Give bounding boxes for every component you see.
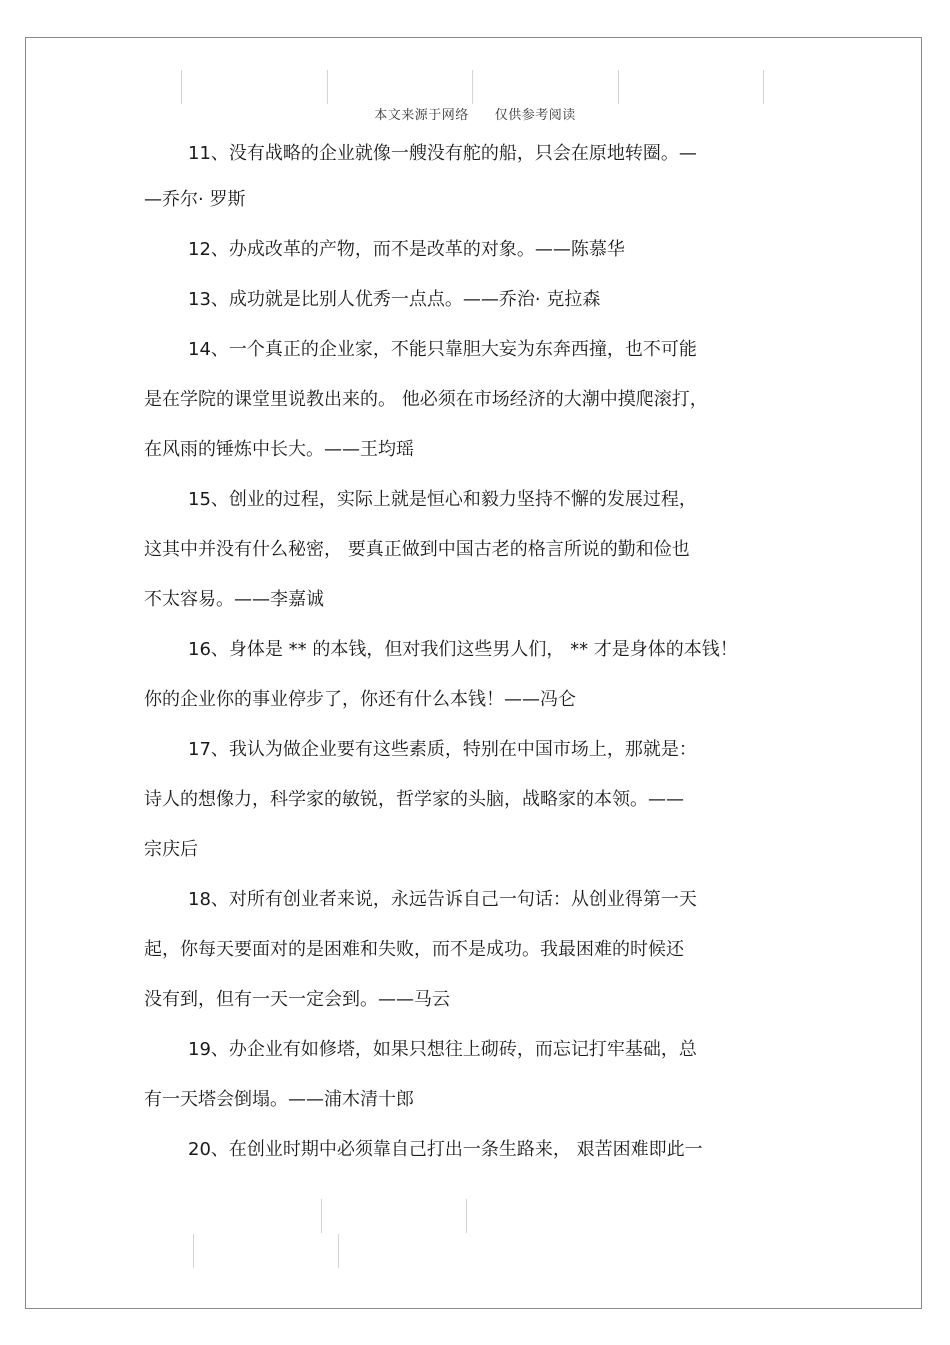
page-header-note bbox=[0, 104, 950, 123]
text-line: 19、办企业有如修塔，如果只想往上砌砖，而忘记打牢基础，总 bbox=[188, 1039, 697, 1060]
footer-tick bbox=[338, 1234, 339, 1268]
text-line: 没有到，但有一天一定会到。——马云 bbox=[144, 989, 450, 1010]
text-line: 20、在创业时期中必须靠自己打出一条生路来， 艰苦困难即此一 bbox=[188, 1139, 703, 1160]
header-tick bbox=[472, 70, 473, 104]
text-line: 你的企业你的事业停步了，你还有什么本钱！——冯仑 bbox=[144, 689, 576, 710]
header-tick bbox=[618, 70, 619, 104]
text-line: 宗庆后 bbox=[144, 839, 198, 860]
text-line: 这其中并没有什么秘密， 要真正做到中国古老的格言所说的勤和俭也 bbox=[144, 539, 690, 560]
text-line: 16、身体是 ** 的本钱，但对我们这些男人们， ** 才是身体的本钱！ bbox=[188, 639, 738, 660]
text-line: 12、办成改革的产物，而不是改革的对象。——陈慕华 bbox=[188, 239, 625, 260]
page-frame bbox=[25, 37, 922, 1309]
text-line: 是在学院的课堂里说教出来的。 他必须在市场经济的大潮中摸爬滚打， bbox=[144, 389, 708, 410]
text-line: 15、创业的过程，实际上就是恒心和毅力坚持不懈的发展过程， bbox=[188, 489, 697, 510]
footer-tick bbox=[466, 1199, 467, 1233]
text-line: 在风雨的锤炼中长大。——王均瑶 bbox=[144, 439, 414, 460]
text-line: —乔尔· 罗斯 bbox=[144, 189, 246, 210]
text-line: 不太容易。——李嘉诚 bbox=[144, 589, 324, 610]
text-line: 14、一个真正的企业家，不能只靠胆大妄为东奔西撞，也不可能 bbox=[188, 339, 697, 360]
reference-note: 仅供参考阅读 bbox=[494, 108, 576, 123]
text-line: 有一天塔会倒塌。——浦木清十郎 bbox=[144, 1089, 414, 1110]
header-tick bbox=[763, 70, 764, 104]
header-tick bbox=[327, 70, 328, 104]
text-line: 18、对所有创业者来说，永远告诉自己一句话：从创业得第一天 bbox=[188, 889, 697, 910]
text-line: 11、没有战略的企业就像一艘没有舵的船，只会在原地转圈。— bbox=[188, 143, 697, 164]
text-line: 诗人的想像力，科学家的敏锐，哲学家的头脑，战略家的本领。—— bbox=[144, 789, 684, 810]
text-line: 17、我认为做企业要有这些素质，特别在中国市场上，那就是： bbox=[188, 739, 697, 760]
source-note: 本文来源于网络 bbox=[374, 108, 469, 123]
footer-tick bbox=[193, 1234, 194, 1268]
footer-tick bbox=[321, 1199, 322, 1233]
text-line: 13、成功就是比别人优秀一点点。——乔治· 克拉森 bbox=[188, 289, 601, 310]
text-line: 起，你每天要面对的是困难和失败，而不是成功。我最困难的时候还 bbox=[144, 939, 684, 960]
header-tick bbox=[181, 70, 182, 104]
